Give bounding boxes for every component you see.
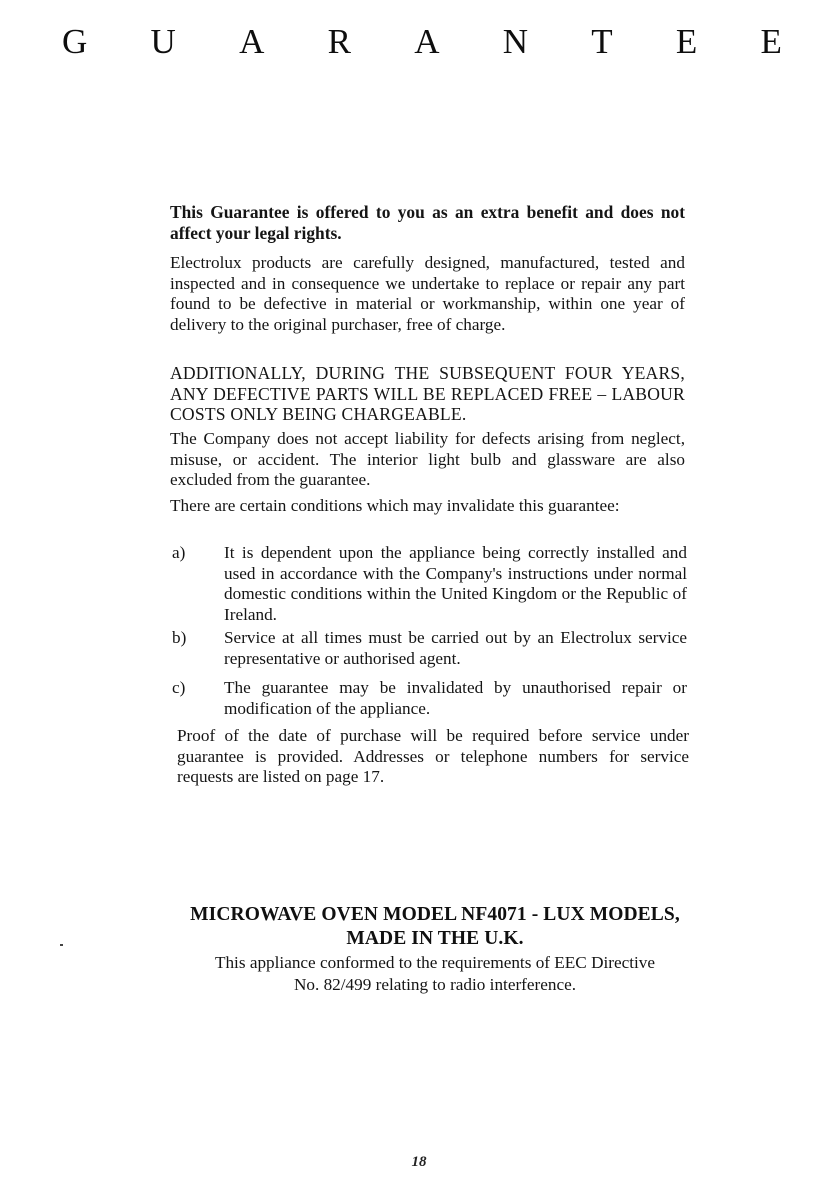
title-letter: A xyxy=(414,22,440,61)
title-letter: A xyxy=(239,22,265,61)
directive-line: No. 82/499 relating to radio interference. xyxy=(293,975,577,994)
condition-item xyxy=(172,543,687,625)
page-title xyxy=(62,20,782,64)
model-info xyxy=(150,903,720,995)
title-letter: G xyxy=(62,22,88,61)
directive-line: This appliance conformed to the requirements of EEC Directive xyxy=(214,953,656,972)
condition-text: It is dependent upon the appliance being correctly installed and used in accordance with the Company's instructions under normal domestic conditions within the United Kingdom or the Republic of Ireland. xyxy=(224,543,687,624)
title-letter: N xyxy=(502,22,529,61)
paragraph-additional-years: ADDITIONALLY, DURING THE SUBSEQUENT FOUR YEARS, ANY DEFECTIVE PARTS WILL BE REPLACED FREE – LABOUR COSTS ONLY BEING CHARGEABLE. xyxy=(170,363,685,424)
print-speck xyxy=(60,944,63,946)
paragraph-warranty-terms: Electrolux products are carefully designed, manufactured, tested and inspected and in consequence we undertake to replace or repair any part found to be defective in material or workmanship, within one year of delivery to the original purchaser, free of charge. xyxy=(170,253,685,334)
condition-letter: c) xyxy=(172,678,186,697)
title-letter: E xyxy=(760,22,782,61)
paragraph-liability: The Company does not accept liability for defects arising from neglect, misuse, or accident. The interior light bulb and glassware are also excluded from the guarantee. xyxy=(170,429,685,489)
paragraph-conditions-intro: There are certain conditions which may invalidate this guarantee: xyxy=(170,496,620,515)
model-heading: MICROWAVE OVEN MODEL NF4071 - LUX MODELS, xyxy=(190,904,680,925)
lead-statement: This Guarantee is offered to you as an extra benefit and does not affect your legal rights. xyxy=(170,202,685,243)
title-letter: E xyxy=(675,22,698,61)
condition-text: Service at all times must be carried out by an Electrolux service representative or authorised agent. xyxy=(224,628,687,668)
condition-text: The guarantee may be invalidated by unauthorised repair or modification of the appliance. xyxy=(224,678,687,718)
condition-letter: a) xyxy=(172,543,186,562)
page-number: 18 xyxy=(411,1154,427,1170)
paragraph-proof-of-purchase: Proof of the date of purchase will be required before service under guarantee is provided. Addresses or telephone numbers for service requests are listed on page 17. xyxy=(177,726,689,786)
condition-item xyxy=(172,628,687,669)
model-origin: MADE IN THE U.K. xyxy=(346,928,524,949)
title-letter: T xyxy=(591,22,613,61)
title-letter: U xyxy=(150,22,176,61)
condition-item xyxy=(172,678,687,719)
condition-letter: b) xyxy=(172,628,187,647)
title-letter: R xyxy=(327,22,351,61)
